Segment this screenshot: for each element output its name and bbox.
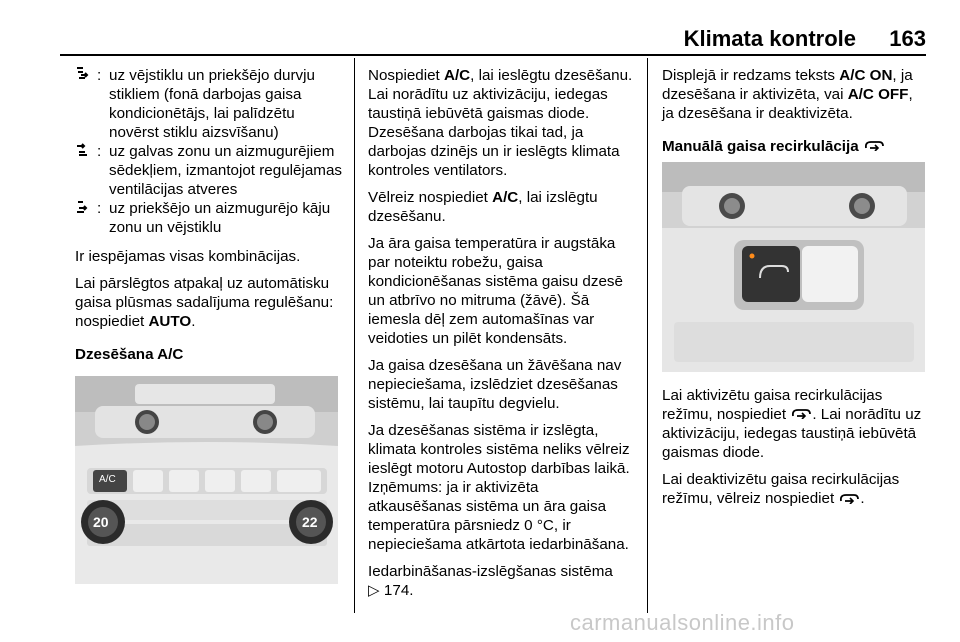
section-heading: Manuālā gaisa recirkulācija [662,137,927,156]
airflow-feet-icon [75,199,97,237]
column-2 [368,66,633,608]
column-divider [647,58,648,613]
column-3 [662,66,927,164]
list-item-text: uz vējstiklu un priekšējo durvju stikliem (fonā darbojas gaisa kondicionētājs, lai palīdzētu novērst stiklu aizsvīšanu) [109,67,315,141]
column-divider [354,58,355,613]
page-number: 163 [889,26,926,51]
column-1 [75,66,345,372]
paragraph: Lai deaktivizētu gaisa recirkulācijas režīmu, vēlreiz nospiediet . [662,471,900,508]
paragraph: Ja dzesēšanas sistēma ir izslēgta, klimata kontroles sistēma neliks vēlreiz ieslēgt motoru Autostop darbības laikā. Izņēmums: ja ir aktivizēta atkausēšanas sistēma un āra gaisa temperatūra pārsniedz 0 °C, ir nepieciešama atkārtota iedarbināšana. [368,422,630,553]
paragraph: Nospiediet A/C, lai ieslēgtu dzesēšanu. Lai norādītu uz aktivizāciju, iedegas taustiņā iebūvētā gaismas diode. Dzesēšana darbojas tikai tad, ja darbojas dzinējs un ir ieslēgts klimata kontroles ventilators. [368,67,633,179]
list-item-text: uz priekšējo un aizmugurējo kāju zonu un vējstiklu [109,200,331,236]
ac-button-label: A/C [99,474,116,485]
section-heading: Dzesēšana A/C [75,346,184,363]
paragraph: Iedarbināšanas-izslēgšanas sistēma ▷ 174. [368,563,613,599]
paragraph: Ja āra gaisa temperatūra ir augstāka par noteiktu robežu, gaisa kondicionēšanas sistēma gaisu dzesē un atbrīvo no mitruma (žāvē). Šā iemesla dēļ zem automašīnas var veidoties un pilēt kondensāts. [368,235,623,347]
list-item-text: uz galvas zonu un aizmugurējiem sēdekļiem, izmantojot regulējamas ventilācijas atveres [109,143,342,198]
list-item: : uz galvas zonu un aizmugurējiem sēdekļiem, izmantojot regulējamas ventilācijas atveres [75,142,345,199]
header-rule [60,54,926,56]
page-title: Klimata kontrole [683,26,856,51]
recirculation-button-photo [662,162,925,372]
left-temp-label: 20 [93,514,109,530]
page-ref-icon: ▷ [368,582,380,599]
paragraph: Ja gaisa dzesēšana un žāvēšana nav nepieciešama, izslēdziet dzesēšanas sistēmu, lai taupītu degvielu. [368,357,622,412]
recirculation-icon [863,137,885,156]
column-3-lower [662,386,927,517]
recirculation-icon [790,405,812,424]
airflow-windscreen-feet-icon [75,66,97,142]
watermark: carmanualsonline.info [570,610,795,635]
list-item: : uz vējstiklu un priekšējo durvju stikliem (fonā darbojas gaisa kondicionētājs, lai palīdzētu novērst stiklu aizsvīšanu) [75,66,345,142]
recirculation-icon [838,490,860,509]
paragraph: Lai pārslēgtos atpakaļ uz automātisku gaisa plūsmas sadalījuma regulēšanu: nospiediet AUTO. [75,275,334,330]
right-temp-label: 22 [302,514,318,530]
paragraph: Lai aktivizētu gaisa recirkulācijas režīmu, nospiediet . Lai norādītu uz aktivizāciju, iedegas taustiņā iebūvētā gaismas diode. [662,387,922,462]
paragraph: Ir iespējamas visas kombinācijas. [75,248,301,265]
list-item: : uz priekšējo un aizmugurējo kāju zonu un vējstiklu [75,199,345,237]
paragraph: Displejā ir redzams teksts A/C ON, ja dzesēšana ir aktivizēta, vai A/C OFF, ja dzesēšana ir deaktivizēta. [662,67,913,122]
climate-panel-photo [75,376,338,584]
paragraph: Vēlreiz nospiediet A/C, lai izslēgtu dzesēšanu. [368,189,598,225]
page-header [60,22,926,52]
airflow-head-icon [75,142,97,199]
